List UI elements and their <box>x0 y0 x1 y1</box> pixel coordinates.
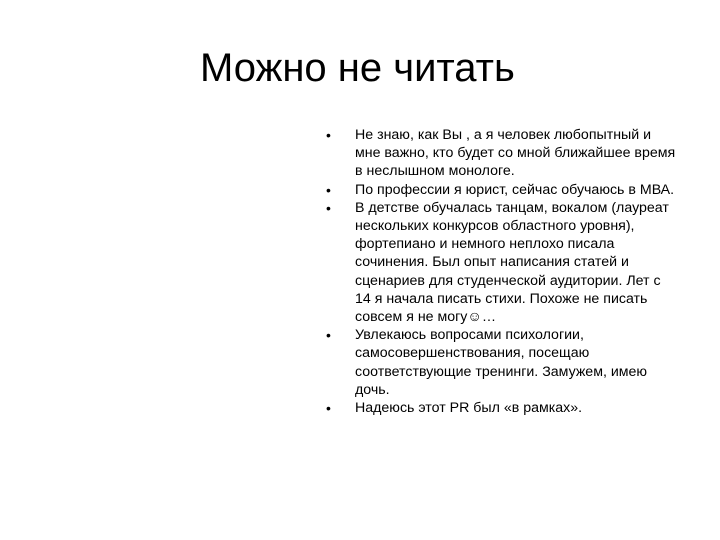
bullet-list <box>326 126 676 417</box>
bullet-item <box>326 199 676 326</box>
bullet-dot-icon: • <box>326 181 331 198</box>
bullet-dot-icon: • <box>326 400 331 417</box>
bullet-text: Увлекаюсь вопросами психологии, самосовершенствования, посещаю соответствующие тренинги. Замужем, имею дочь. <box>355 327 648 398</box>
bullet-dot-icon: • <box>326 199 331 216</box>
bullet-dot-icon: • <box>326 327 331 344</box>
bullet-text: По профессии я юрист, сейчас обучаюсь в МВА. <box>355 181 675 198</box>
bullet-dot-icon: • <box>326 127 331 143</box>
bullet-text: Надеюсь этот PR был «в рамках». <box>355 400 583 417</box>
bullet-text: Не знаю, как Вы , а я человек любопытный и мне важно, кто будет со мной ближайшее время в неслышном монологе. <box>355 127 676 180</box>
bullet-item <box>326 399 676 417</box>
slide-title: Можно не читать <box>200 46 515 90</box>
bullet-item <box>326 126 676 181</box>
bullet-item <box>326 181 676 199</box>
bullet-text: В детстве обучалась танцам, вокалом (лауреат нескольких конкурсов областного уровня), фортепиано и немного неплохо писала сочинения. Был опыт написания статей и сценариев для студенческой аудитории. Лет с 14 я начала писать стихи. Похоже не писать совсем я не могу☺… <box>355 199 669 326</box>
bullet-item <box>326 326 676 399</box>
